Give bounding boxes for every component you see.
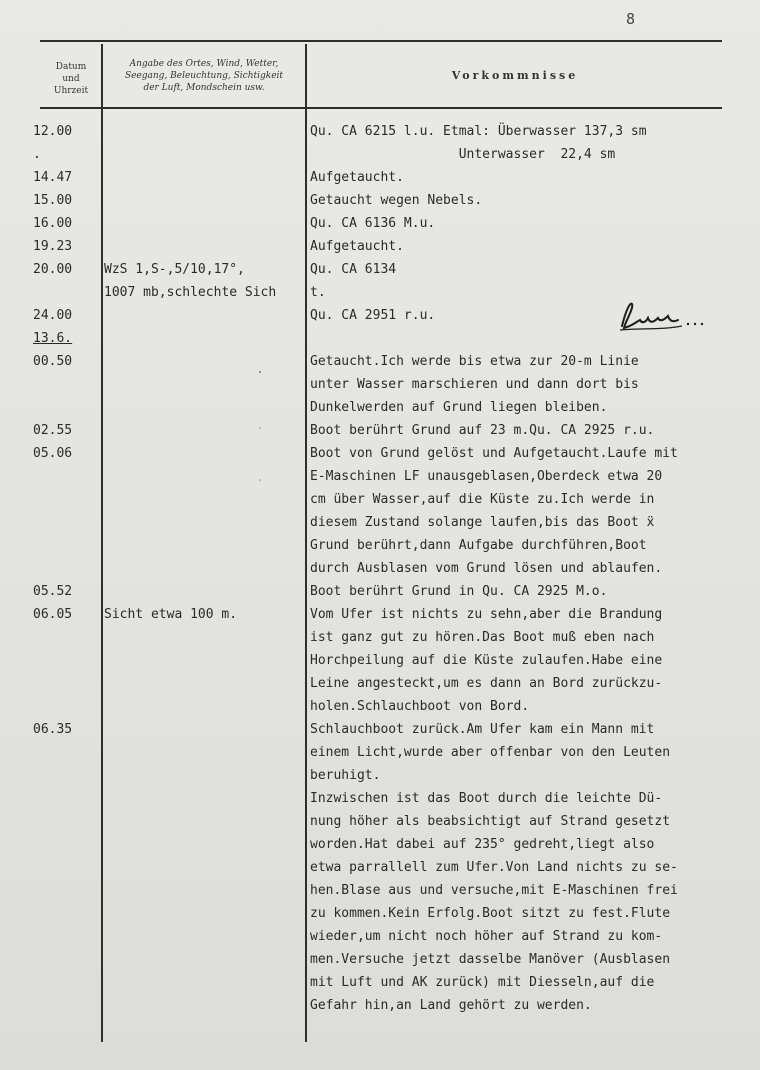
log-event: Getaucht.Ich werde bis etwa zur 20-m Linie [310,354,639,369]
paper-specks [258,368,262,488]
log-time: 02.55 [33,423,73,438]
log-event: Leine angesteckt,um es dann an Bord zurückzu- [310,676,663,691]
log-event: holen.Schlauchboot von Bord. [310,699,530,714]
log-event: beruhigt. [310,768,381,783]
log-event: diesem Zustand solange laufen,bis das Boot ẍ [310,515,655,530]
log-time: 24.00 [33,308,73,323]
log-event: Gefahr hin,an Land gehört zu werden. [310,998,592,1013]
log-event: Aufgetaucht. [310,239,404,254]
log-time: 06.05 [33,607,73,622]
header-date-time [44,61,98,97]
log-event: mit Luft und AK zurück) mit Diesseln,auf die [310,975,655,990]
header-line: und [62,74,80,84]
log-time: 14.47 [33,170,73,185]
log-time: 06.35 [33,722,73,737]
log-event: Qu. CA 6136 M.u. [310,216,436,231]
header-location-weather [106,58,302,94]
log-event: etwa parrallell zum Ufer.Von Land nichts zu se- [310,860,678,875]
log-event: Boot von Grund gelöst und Aufgetaucht.Laufe mit [310,446,678,461]
log-time: 20.00 [33,262,73,277]
log-event: ist ganz gut zu hören.Das Boot muß eben nach [310,630,655,645]
log-event: unter Wasser marschieren und dann dort bis [310,377,639,392]
log-time: 15.00 [33,193,73,208]
log-time: 05.52 [33,584,73,599]
log-time: . [33,147,41,162]
log-event: wieder,um nicht noch höher auf Strand zu kom- [310,929,663,944]
log-time: 19.23 [33,239,73,254]
top-rule [40,40,722,42]
log-event: Unterwasser 22,4 sm [310,147,616,162]
log-event: Qu. CA 6215 l.u. Etmal: Überwasser 137,3 sm [310,124,647,139]
header-line: der Luft, Mondschein usw. [143,83,265,93]
log-place: WzS 1,S-,5/10,17°, [104,262,245,277]
log-event: Aufgetaucht. [310,170,404,185]
log-event: Boot berührt Grund in Qu. CA 2925 M.o. [310,584,608,599]
header-rule [40,107,722,109]
log-event: men.Versuche jetzt dasselbe Manöver (Ausblasen [310,952,671,967]
log-event: Schlauchboot zurück.Am Ufer kam ein Mann mit [310,722,655,737]
log-event: Qu. CA 2951 r.u. [310,308,436,323]
log-event: zu kommen.Kein Erfolg.Boot sitzt zu fest.Flute [310,906,671,921]
log-time: 00.50 [33,354,73,369]
log-time: 13.6. [33,331,73,346]
log-event: hen.Blase aus und versuche,mit E-Maschinen frei [310,883,678,898]
header-line: Datum [55,62,87,72]
log-event: t. [310,285,326,300]
column-divider-1 [101,44,103,1042]
signature [612,300,712,334]
log-event: nung höher als beabsichtigt auf Strand gesetzt [310,814,671,829]
log-time: 05.06 [33,446,73,461]
log-event: durch Ausblasen vom Grund lösen und ablaufen. [310,561,663,576]
log-event: Vom Ufer ist nichts zu sehn,aber die Brandung [310,607,663,622]
header-line: Uhrzeit [53,86,89,96]
log-event: E-Maschinen LF unausgeblasen,Oberdeck etwa 20 [310,469,663,484]
log-event: worden.Hat dabei auf 235° gedreht,liegt also [310,837,655,852]
log-time: 12.00 [33,124,73,139]
log-event: Getaucht wegen Nebels. [310,193,483,208]
log-event: Dunkelwerden auf Grund liegen bleiben. [310,400,608,415]
log-event: Inzwischen ist das Boot durch die leichte Dü- [310,791,663,806]
log-event: Boot berührt Grund auf 23 m.Qu. CA 2925 r.u. [310,423,655,438]
header-line: Seegang, Beleuchtung, Sichtigkeit [124,71,284,81]
log-event: Grund berührt,dann Aufgabe durchführen,Boot [310,538,647,553]
log-place: 1007 mb,schlechte Sich [104,285,277,300]
column-divider-2 [305,44,307,1042]
log-time: 16.00 [33,216,73,231]
log-place: Sicht etwa 100 m. [104,607,238,622]
log-event: einem Licht,wurde aber offenbar von den Leuten [310,745,671,760]
log-event: Qu. CA 6134 [310,262,397,277]
page-number: 8 [626,10,636,28]
header-events: Vorkommnisse [451,69,579,82]
log-event: Horchpeilung auf die Küste zulaufen.Habe eine [310,653,663,668]
log-event: cm über Wasser,auf die Küste zu.Ich werde in [310,492,655,507]
header-line: Angabe des Ortes, Wind, Wetter, [129,59,279,69]
